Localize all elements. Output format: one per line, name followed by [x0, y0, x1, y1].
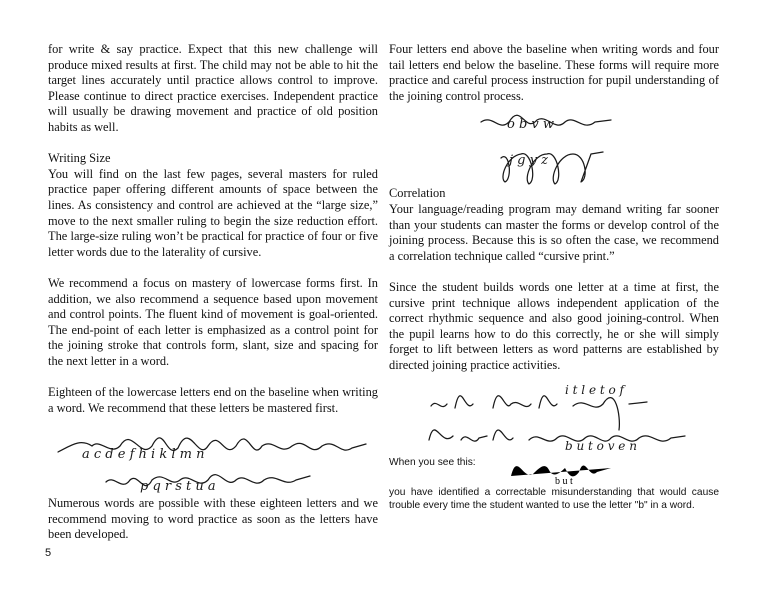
cursive-print-word-sample — [389, 374, 719, 452]
correlation-paragraph: Your language/reading program may demand writing far sooner than your students can master the forms or develop control of the joining process. Because this is so often the case, we recommend a correlation technique called “cursive print.” — [389, 201, 719, 263]
cursive-letters-row-1: a c d e f h i k l m n — [82, 447, 205, 463]
student-builds-paragraph: Since the student builds words one letter at a time at first, the cursive print technique allows independent application of the correct rhythmic sequence and also good joining-control. When the pupil learns how to do this correctly, he or she will simply forget to lift between letters as word patterns are established by directed joining practice activities. — [389, 279, 719, 372]
cursive-stroke — [511, 465, 611, 476]
cursive-sample-above-below-letters — [389, 104, 719, 186]
eighteen-letters-paragraph: Eighteen of the lowercase letters end on the baseline when writing a word. We recommend that these letters be mastered first. — [48, 385, 378, 415]
when-you-see-this-row — [389, 452, 719, 486]
writing-size-heading: Writing Size — [48, 151, 111, 166]
cursive-letters-row-1: o b v w — [507, 117, 555, 133]
cursive-but-example — [499, 450, 629, 486]
lowercase-focus-paragraph: We recommend a focus on mastery of lowercase forms first. In addition, we also recommend a sequence based upon movement and control points. The fluent kind of movement is goal-oriented. The end-point of each letter is emphasized as a control point for the joining stroke that controls form, slant, size and spacing for the next letter in a word. — [48, 275, 378, 368]
correlation-heading: Correlation — [389, 186, 446, 201]
cursive-words-row-2: b u t o v e n — [565, 438, 637, 452]
continued-paragraph: for write & say practice. Expect that this new challenge will produce mixed results at first. The child may not be able to hit the target lines accurately until practice allows control to improve. Please continue to direct practice exercises. Independent practice will usually be drawing movement and practice of old position habits as well. — [48, 42, 378, 134]
cursive-letters-row-2: p q r s t u a — [140, 479, 216, 495]
numerous-words-paragraph: Numerous words are possible with these eighteen letters and we recommend moving to word practice as soon as the letters have been developed. — [48, 496, 378, 542]
when-you-see-this-label: When you see this: — [389, 456, 476, 468]
cursive-sample-baseline-letters — [48, 416, 378, 496]
four-letters-paragraph: Four letters end above the baseline when writing words and four tail letters end below the baseline. These forms will require more practice and careful process instruction for pupil understanding of the joining control process. — [389, 42, 719, 103]
right-column — [389, 42, 719, 512]
cursive-stroke — [431, 395, 647, 429]
cursive-but-word: b u t — [555, 475, 573, 486]
writing-size-paragraph: You will find on the last few pages, several masters for ruled practice paper offering different amounts of space between the lines. As consistency and control are achieved at the “large size,” move to the next smaller ruling to begin the size reduction effort. The large-size ruling won’t be practical for practice of four or five letter words due to the laterality of cursive. — [48, 166, 378, 259]
cursive-letters-row-2: j g y z — [509, 153, 548, 169]
left-column — [48, 42, 378, 543]
identified-misunderstanding-text: you have identified a correctable misunderstanding that would cause trouble every time the student wanted to use the letter "b" in a word. — [389, 486, 719, 511]
cursive-words-row-1: i t l e t o f — [565, 382, 624, 397]
page-number: 5 — [45, 547, 52, 559]
cursive-stroke — [429, 429, 685, 440]
